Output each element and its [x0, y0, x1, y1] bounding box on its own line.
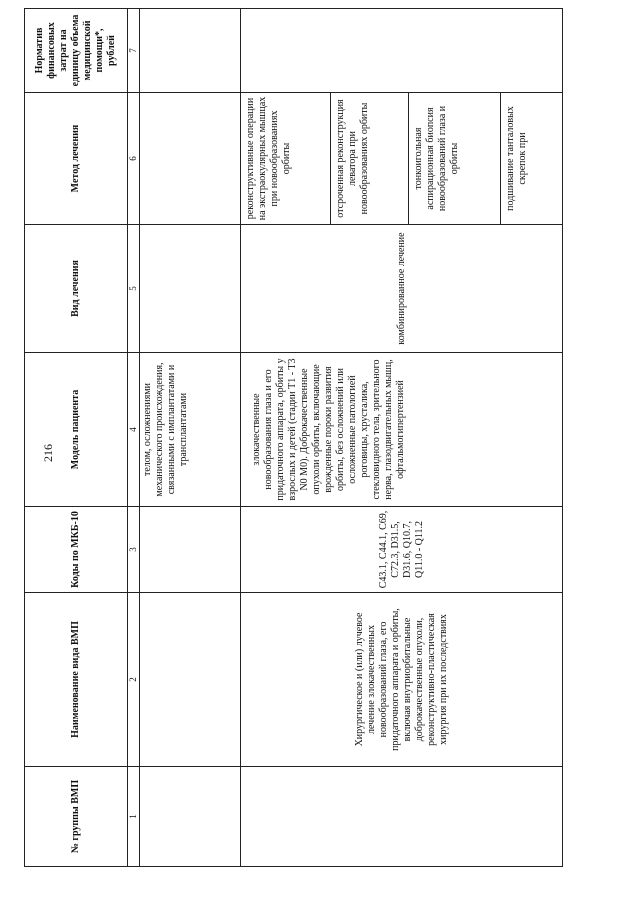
vmp-table — [24, 8, 563, 867]
table-row — [140, 9, 241, 867]
method-item: подшивание танталовых скрепок при — [504, 106, 528, 211]
cell-empty — [140, 93, 241, 225]
header-row — [25, 9, 128, 867]
cell-empty — [140, 9, 241, 93]
cell-empty — [140, 507, 241, 593]
column-number: 7 — [128, 9, 140, 93]
patient-model-cell: злокачественные новообразования глаза и его придаточного аппарата, орбиты у взрослых и детей (стадии T1 - T3 N0 M0). Доброкачественные опухоли орбиты, включающие врожденные пороки развития орбиты, без осложнений или осложненные патологией роговицы, хрусталика, стекловидного тела, зрительного нерва, глазодвигательных мышц, офтальмогипертензией — [241, 353, 563, 507]
cell-empty — [140, 767, 241, 867]
column-number: 5 — [128, 225, 140, 353]
treatment-type-cell: комбинированное лечение — [241, 225, 563, 353]
method-list — [241, 93, 558, 224]
column-number: 3 — [128, 507, 140, 593]
column-number-row — [128, 9, 140, 867]
vmp-name-cell: Хирургическое и (или) лучевое лечение злокачественных новообразований глаза, его придаточного аппарата и орбиты, включая внутриорбитальные доброкачественные опухоли, реконструктивно-пластическая хирургия при их последствиях — [241, 593, 563, 767]
patient-model-cell: телом, осложнениями механического происхождения, связанными с имплантатами и трансплантатами — [140, 353, 241, 507]
cell-empty — [140, 593, 241, 767]
column-number: 1 — [128, 767, 140, 867]
icd-codes-cell: C43.1, C44.1, C69, C72.3, D31.5, D31.6, Q10.7, Q11.0 - Q11.2 — [241, 507, 563, 593]
column-number: 4 — [128, 353, 140, 507]
table-row — [241, 9, 563, 867]
column-number: 6 — [128, 93, 140, 225]
treatment-method-cell — [241, 93, 563, 225]
group-number-cell — [241, 767, 563, 867]
header-treatment-method: Метод лечения — [25, 93, 128, 225]
cell-empty — [140, 225, 241, 353]
header-icd-codes: Коды по МКБ-10 — [25, 507, 128, 593]
header-cost-norm: Норматив финансовых затрат на единицу объема медицинской помощи*, рублей — [25, 9, 128, 93]
column-number: 2 — [128, 593, 140, 767]
method-item: тонкоигольная аспирационная биопсия новообразований глаза и орбиты — [409, 93, 501, 224]
cost-norm-cell — [241, 9, 563, 93]
header-group-number: № группы ВМП — [25, 767, 128, 867]
method-item: реконструктивные операции на экстраокулярных мышцах при новообразованиях орбиты — [241, 93, 331, 224]
header-treatment-type: Вид лечения — [25, 225, 128, 353]
page-number: 216 — [41, 444, 55, 462]
header-vmp-name: Наименование вида ВМП — [25, 593, 128, 767]
method-item: отсроченная реконструкция леватора при новообразованиях орбиты — [331, 93, 409, 224]
header-patient-model: Модель пациента — [25, 353, 128, 507]
rotated-page — [18, 0, 622, 887]
